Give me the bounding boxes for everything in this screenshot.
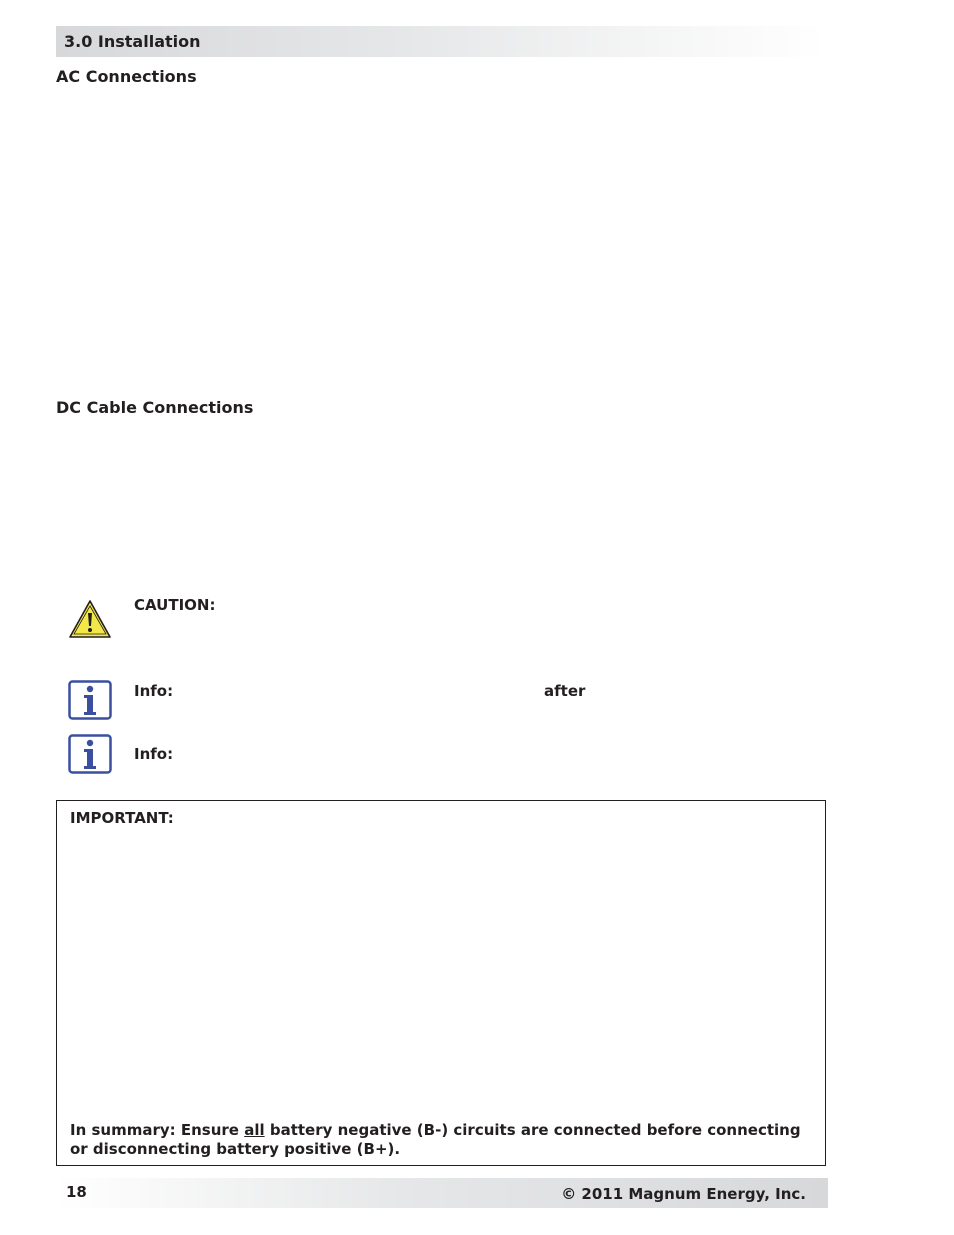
section-header-bar: [56, 26, 828, 57]
caution-label: CAUTION:: [134, 596, 216, 614]
info-icon: [68, 680, 112, 720]
warning-triangle-icon: [68, 599, 112, 639]
page-number: 18: [66, 1183, 87, 1201]
footer-bar: [56, 1178, 828, 1208]
dc-cable-connections-heading: DC Cable Connections: [56, 398, 254, 417]
summary-part-1: In summary: Ensure: [70, 1121, 245, 1139]
info-icon: [68, 734, 112, 774]
info-label-1: Info:: [134, 682, 174, 700]
section-title: 3.0 Installation: [64, 32, 201, 51]
ac-connections-heading: AC Connections: [56, 67, 197, 86]
summary-text: [70, 1121, 820, 1159]
info-emphasis-after: after: [544, 682, 586, 700]
copyright: © 2011 Magnum Energy, Inc.: [561, 1185, 806, 1203]
important-label: IMPORTANT:: [70, 809, 174, 827]
important-box: [56, 800, 826, 1166]
info-label-2: Info:: [134, 745, 174, 763]
summary-emphasis-all: all: [244, 1121, 265, 1139]
summary-part-2: battery negative (B-) circuits are connected before connecting or disconnecting battery positive (B+).: [70, 1121, 801, 1158]
